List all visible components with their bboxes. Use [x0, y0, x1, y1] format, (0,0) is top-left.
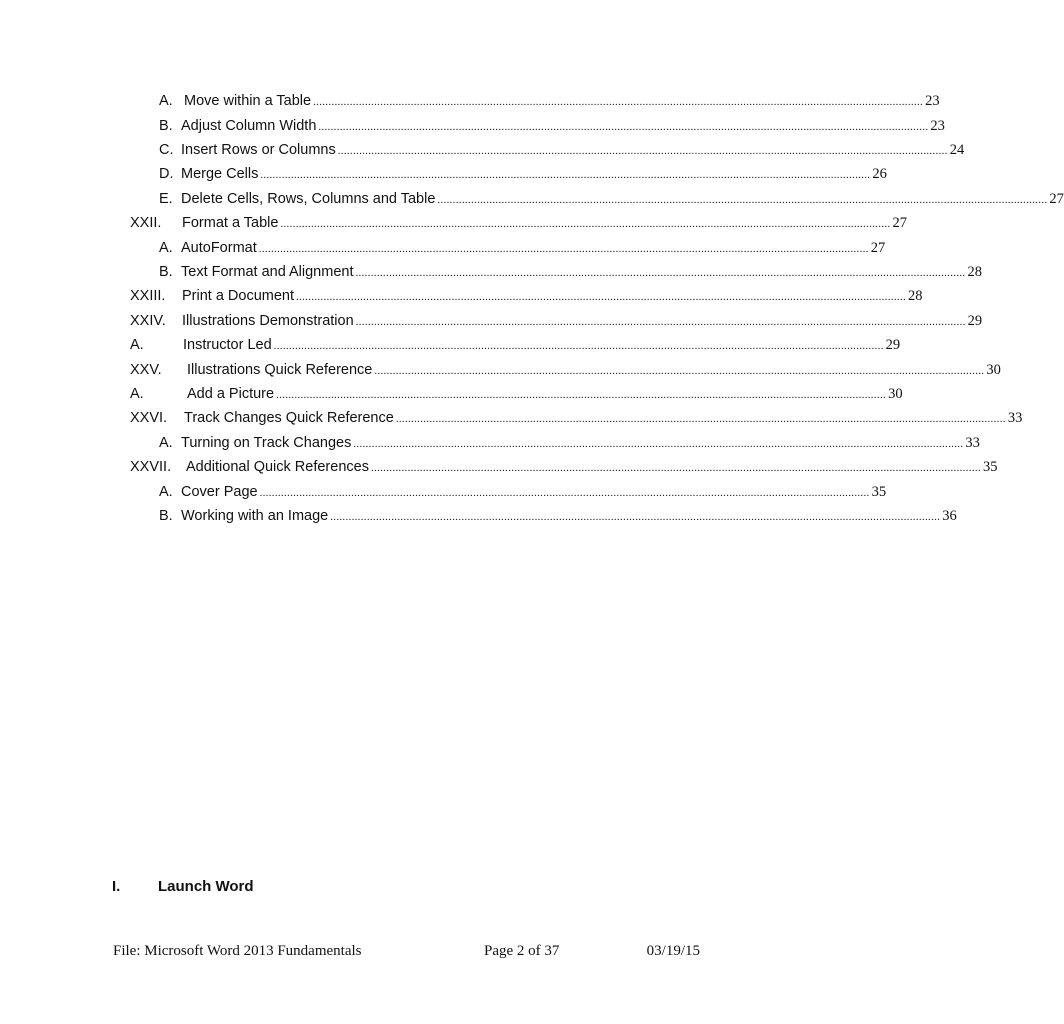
toc-entry[interactable] [0, 237, 886, 259]
toc-entry[interactable] [0, 359, 1001, 381]
dot-leader: ........................................................................................................................................................................................................ [260, 169, 871, 181]
toc-entry-title: Track Changes Quick Reference [184, 410, 394, 426]
toc-entry-number: XXIV. [130, 312, 166, 329]
toc-entry-number: XXVI. [130, 410, 168, 426]
toc-entry-number: A. [130, 386, 144, 402]
toc-entry-page: 23 [925, 93, 940, 109]
toc-entry-title: Delete Cells, Rows, Columns and Table [181, 190, 436, 207]
toc-entry[interactable] [0, 90, 940, 112]
toc-entry-title: Illustrations Demonstration [182, 312, 354, 329]
toc-entry-title: AutoFormat [181, 239, 257, 256]
toc-entry-title: Adjust Column Width [181, 117, 317, 134]
toc-entry[interactable] [0, 407, 1023, 429]
toc-entry-page: 28 [967, 264, 982, 280]
toc-entry-number: B. [159, 264, 173, 280]
toc-entry-title: Merge Cells [181, 166, 259, 182]
dot-leader: ........................................................................................................................................................................................................ [355, 267, 966, 279]
toc-entry-title: Working with an Image [181, 508, 329, 524]
toc-entry-title: Cover Page [181, 483, 258, 500]
toc-entry-number: XXVII. [130, 459, 172, 475]
toc-entry[interactable] [0, 261, 982, 283]
toc-entry[interactable] [0, 163, 887, 185]
dot-leader: ........................................................................................................................................................................................................ [318, 120, 929, 133]
toc-entry[interactable] [0, 285, 923, 307]
toc-entry[interactable] [0, 334, 901, 356]
dot-leader: ........................................................................................................................................................................................................ [353, 437, 964, 450]
toc-entry[interactable] [0, 139, 965, 161]
section-heading-title: Launch Word [158, 878, 254, 895]
toc-entry-page: 35 [871, 483, 887, 500]
section-heading [0, 876, 768, 898]
dot-leader: ........................................................................................................................................................................................................ [258, 242, 869, 255]
dot-leader: ........................................................................................................................................................................................................ [337, 145, 948, 157]
toc-entry-page: 29 [967, 312, 983, 329]
dot-leader: ........................................................................................................................................................................................................ [276, 389, 887, 401]
dot-leader: ........................................................................................................................................................................................................ [313, 96, 924, 108]
toc-entry[interactable] [0, 505, 957, 527]
toc-entry-title: Format a Table [182, 215, 279, 231]
toc-entry-number: E. [159, 190, 173, 207]
toc-entry-title: Text Format and Alignment [181, 264, 354, 280]
toc-entry-page: 23 [930, 117, 945, 134]
toc-entry-page: 24 [949, 142, 965, 158]
toc-entry-title: Illustrations Quick Reference [187, 361, 373, 378]
toc-entry[interactable] [0, 188, 1064, 210]
toc-entry-page: 28 [908, 288, 923, 304]
toc-entry-title: Insert Rows or Columns [181, 142, 336, 158]
toc-entry-title: Instructor Led [183, 337, 272, 353]
toc-entry-number: C. [159, 142, 174, 158]
toc-entry-page: 27 [870, 239, 886, 256]
dot-leader: ........................................................................................................................................................................................................ [280, 218, 891, 230]
footer-page-number: Page 2 of 37 [484, 943, 560, 959]
toc-entry[interactable] [0, 115, 945, 137]
footer-date: 03/19/15 [646, 943, 700, 959]
toc-entry[interactable] [0, 481, 887, 503]
toc-entry-number: A. [130, 337, 144, 353]
toc-entry-page: 36 [942, 508, 957, 524]
section-heading-number: I. [112, 878, 121, 895]
dot-leader: ........................................................................................................................................................................................................ [259, 486, 870, 499]
toc-entry-title: Additional Quick References [186, 459, 369, 475]
toc-entry[interactable] [0, 212, 907, 234]
toc-entry-number: A. [159, 93, 173, 109]
dot-leader: ........................................................................................................................................................................................................ [330, 511, 941, 523]
dot-leader: ........................................................................................................................................................................................................ [296, 291, 907, 303]
toc-entry-title: Add a Picture [187, 386, 275, 402]
toc-entry-page: 27 [892, 215, 907, 231]
toc-entry-page: 35 [982, 459, 998, 475]
toc-entry-number: B. [159, 508, 173, 524]
toc-entry-number: D. [159, 166, 174, 182]
dot-leader: ........................................................................................................................................................................................................ [273, 340, 884, 352]
toc-entry-page: 33 [1007, 410, 1023, 426]
toc-entry-page: 33 [965, 434, 980, 451]
toc-entry-number: B. [159, 117, 173, 134]
toc-entry[interactable] [0, 432, 980, 454]
toc-entry-page: 29 [885, 337, 901, 353]
toc-entry-title: Print a Document [182, 288, 295, 304]
dot-leader: ........................................................................................................................................................................................................ [355, 315, 966, 328]
toc-entry-page: 27 [1049, 190, 1064, 207]
page-footer [0, 940, 768, 962]
dot-leader: ........................................................................................................................................................................................................ [374, 364, 985, 377]
dot-leader: ........................................................................................................................................................................................................ [370, 462, 981, 474]
toc-entry-page: 30 [888, 386, 903, 402]
footer-file-name: File: Microsoft Word 2013 Fundamentals [113, 943, 362, 959]
toc-entry-number: XXV. [130, 361, 162, 378]
dot-leader: ........................................................................................................................................................................................................ [437, 193, 1048, 206]
toc-entry-page: 30 [986, 361, 1001, 378]
toc-entry-number: A. [159, 239, 173, 256]
toc-entry-title: Turning on Track Changes [181, 434, 352, 451]
toc-entry[interactable] [0, 456, 998, 478]
toc-entry[interactable] [0, 383, 903, 405]
toc-entry-page: 26 [872, 166, 887, 182]
toc-entry-number: XXIII. [130, 288, 166, 304]
toc-entry-number: XXII. [130, 215, 162, 231]
toc-entry-title: Move within a Table [184, 93, 312, 109]
toc-entry[interactable] [0, 310, 983, 332]
toc-entry-number: A. [159, 483, 173, 500]
toc-entry-number: A. [159, 434, 173, 451]
dot-leader: ........................................................................................................................................................................................................ [395, 413, 1006, 425]
